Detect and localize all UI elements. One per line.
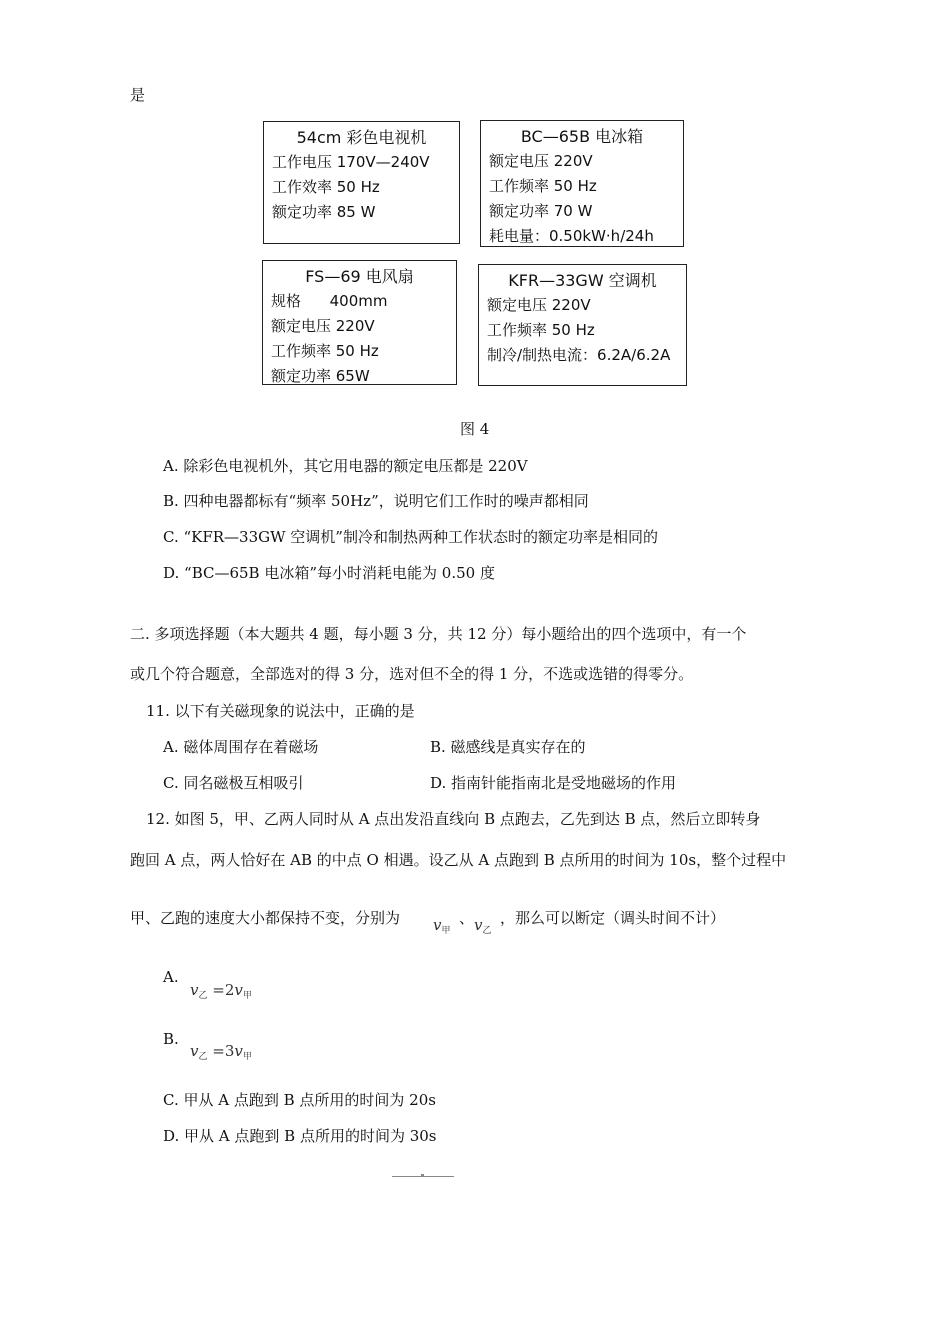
q10-option-c: C. “KFR—33GW 空调机”制冷和制热两种工作状态时的额定功率是相同的: [163, 528, 658, 546]
fan-row: 工作频率 50 Hz: [271, 342, 379, 360]
fan-title: FS—69 电风扇: [305, 267, 414, 286]
section2-heading-line2: 或几个符合题意，全部选对的得 3 分，选对但不全的得 1 分，不选或选错的得零分。: [130, 665, 694, 683]
q10-option-a: A. 除彩色电视机外，其它用电器的额定电压都是 220V: [163, 457, 528, 475]
fan-label-box: [262, 260, 457, 385]
fridge-row: 额定电压 220V: [489, 152, 593, 170]
q12-option-b-label: B.: [163, 1030, 179, 1048]
q12-stem-line3: [130, 907, 400, 928]
q12-option-a-formula: $v_乙 =2v_甲$: [190, 981, 252, 1001]
q12-separator: 、: [459, 909, 475, 927]
q11-option-d: D. 指南针能指南北是受地磁场的作用: [430, 774, 677, 792]
q11-stem: 11. 以下有关磁现象的说法中，正确的是: [146, 702, 415, 720]
q10-option-d: D. “BC—65B 电冰箱”每小时消耗电能为 0.50 度: [163, 564, 495, 582]
q11-option-a: A. 磁体周围存在着磁场: [163, 738, 319, 756]
q10-option-b: B. 四种电器都标有“频率 50Hz”，说明它们工作时的噪声都相同: [163, 492, 589, 510]
tv-row: 额定功率 85 W: [272, 203, 376, 221]
fan-row: 额定功率 65W: [271, 367, 370, 385]
tv-row: 工作效率 50 Hz: [272, 178, 380, 196]
q12-option-d: D. 甲从 A 点跑到 B 点所用的时间为 30s: [163, 1127, 437, 1145]
q12-stem-text: 甲、乙跑的速度大小都保持不变，分别为: [130, 909, 401, 927]
fan-row: 规格 400mm: [271, 292, 388, 310]
fridge-row: 耗电量：0.50kW·h/24h: [489, 227, 654, 245]
q12-stem-tail: ，那么可以断定（调头时间不计）: [500, 909, 726, 927]
tv-row: 工作电压 170V—240V: [272, 153, 430, 171]
tv-title: 54cm 彩色电视机: [296, 128, 427, 147]
tv-label-box: [263, 121, 460, 244]
ac-title: KFR—33GW 空调机: [508, 271, 657, 290]
figure-caption: 图 4: [460, 420, 490, 438]
fridge-row: 额定功率 70 W: [489, 202, 593, 220]
v-yi-symbol: $v_乙$: [474, 916, 492, 936]
q11-option-b: B. 磁感线是真实存在的: [430, 738, 586, 756]
fridge-title: BC—65B 电冰箱: [520, 127, 644, 146]
fridge-row: 工作频率 50 Hz: [489, 177, 597, 195]
q12-stem-line2: 跑回 A 点，两人恰好在 AB 的中点 O 相遇。设乙从 A 点跑到 B 点所用的时间为 10s，整个过程中: [130, 851, 787, 869]
fridge-label-box: [480, 120, 684, 247]
q11-option-c: C. 同名磁极互相吸引: [163, 774, 304, 792]
question-fragment: 是: [130, 86, 146, 104]
ac-row: 额定电压 220V: [487, 296, 591, 314]
section2-heading-line1: 二. 多项选择题（本大题共 4 题，每小题 3 分，共 12 分）每小题给出的四个选项中，有一个: [130, 625, 747, 643]
footer-divider-mark: [421, 1174, 424, 1177]
ac-label-box: [478, 264, 687, 386]
ac-row: 工作频率 50 Hz: [487, 321, 595, 339]
ac-row: 制冷/制热电流：6.2A/6.2A: [487, 346, 671, 364]
q12-option-c: C. 甲从 A 点跑到 B 点所用的时间为 20s: [163, 1091, 436, 1109]
q12-stem-line1: 12. 如图 5，甲、乙两人同时从 A 点出发沿直线向 B 点跑去，乙先到达 B 点，然后立即转身: [146, 810, 761, 828]
v-jia-symbol: $v_甲$: [433, 916, 451, 936]
fan-row: 额定电压 220V: [271, 317, 375, 335]
q12-option-b-formula: $v_乙 =3v_甲$: [190, 1042, 252, 1062]
q12-option-a-label: A.: [163, 968, 179, 986]
